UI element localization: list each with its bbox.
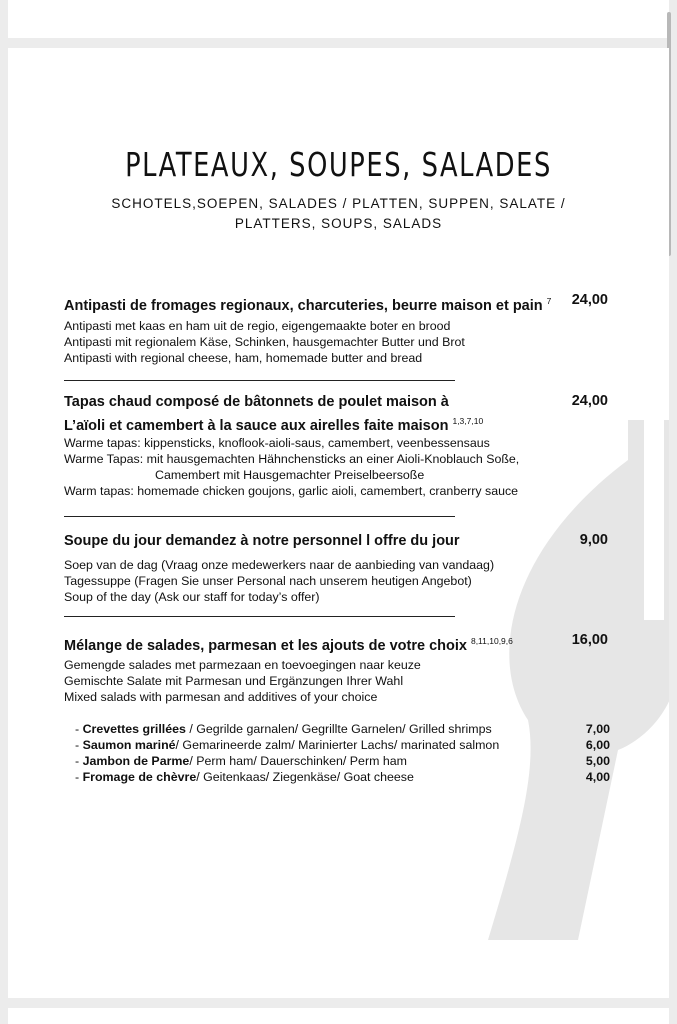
extra-price: 7,00 (585, 722, 610, 736)
item-title-text: Mélange de salades, parmesan et les ajouts de votre choix (64, 637, 467, 654)
description-line: Mixed salads with parmesan and additives of your choice (64, 690, 378, 704)
item-title-text: Soupe du jour demandez à notre personnel l offre du jour (64, 533, 460, 549)
extra-item: - Crevettes grillées / Gegrilde garnalen/ Gegrillte Garnelen/ Grilled shrimps 7,00 (75, 722, 610, 736)
description-line: Soep van de dag (Vraag onze medewerkers naar de aanbieding van vandaag) (64, 558, 495, 572)
menu-item-title (64, 532, 460, 551)
allergen-codes: 8,11,10,9,6 (470, 636, 513, 646)
divider (64, 516, 455, 517)
extra-name: Crevettes grillées (82, 722, 186, 736)
divider (64, 380, 455, 381)
menu-item-title (64, 632, 513, 656)
allergen-codes: 1,3,7,10 (452, 416, 484, 426)
description-line: Antipasti with regional cheese, ham, homemade butter and bread (64, 351, 423, 365)
page-subtitle (8, 194, 669, 234)
description-line: Gemengde salades met parmezaan en toevoegingen naar keuze (64, 658, 421, 672)
allergen-codes: 7 (546, 296, 552, 306)
extra-price: 4,00 (585, 770, 610, 784)
description-line: Antipasti mit regionalem Käse, Schinken, hausgemachter Butter und Brot (64, 335, 465, 349)
menu-item-title (64, 393, 483, 436)
menu-item-description (64, 557, 494, 605)
item-title-text: Tapas chaud composé de bâtonnets de poulet maison à (64, 394, 449, 410)
description-line: Gemischte Salate mit Parmesan und Ergänzungen Ihrer Wahl (64, 674, 404, 688)
extra-price: 5,00 (585, 754, 610, 768)
menu-item-price: 16,00 (571, 632, 608, 648)
item-title-text: Antipasti de fromages regionaux, charcuteries, beurre maison et pain (64, 297, 543, 314)
extra-name: Jambon de Parme (82, 754, 190, 768)
subtitle-line: PLATTERS, SOUPS, SALADS (234, 216, 443, 231)
extra-item: - Saumon mariné/ Gemarineerde zalm/ Marinierter Lachs/ marinated salmon 6,00 (75, 738, 610, 752)
menu-item-description (64, 318, 465, 366)
extra-translations: / Gegrilde garnalen/ Gegrillte Garnelen/ Grilled shrimps (185, 722, 492, 736)
menu-item-title (64, 292, 551, 316)
menu-item-description (64, 435, 519, 499)
extra-translations: / Perm ham/ Dauerschinken/ Perm ham (189, 754, 407, 768)
description-line: Warme Tapas: mit hausgemachten Hähnchensticks an einer Aioli-Knoblauch Soße, (64, 452, 520, 466)
page-title: PLATEAUX, SOUPES, SALADES (125, 145, 552, 184)
description-line: Soup of the day (Ask our staff for today’s offer) (64, 590, 320, 604)
extras-list (75, 721, 610, 785)
subtitle-line: SCHOTELS,SOEPEN, SALADES / PLATTEN, SUPPEN, SALATE / (111, 196, 566, 211)
description-line: Tagessuppe (Fragen Sie unser Personal nach unserem heutigen Angebot) (64, 574, 472, 588)
extra-price: 6,00 (585, 738, 610, 752)
menu-item-price: 24,00 (571, 393, 608, 409)
description-line: Camembert mit Hausgemachter Preiselbeersoße (155, 468, 425, 482)
menu-item-price: 24,00 (571, 292, 608, 308)
menu-page (8, 48, 669, 998)
menu-item-description (64, 657, 421, 705)
divider (64, 616, 455, 617)
description-line: Warm tapas: homemade chicken goujons, garlic aioli, camembert, cranberry sauce (64, 484, 519, 498)
next-page-edge (8, 1008, 669, 1024)
extra-translations: / Gemarineerde zalm/ Marinierter Lachs/ marinated salmon (175, 738, 500, 752)
extra-translations: / Geitenkaas/ Ziegenkäse/ Goat cheese (196, 770, 414, 784)
extra-name: Saumon mariné (82, 738, 176, 752)
previous-page-edge (8, 0, 669, 38)
extra-item: - Fromage de chèvre/ Geitenkaas/ Ziegenkäse/ Goat cheese 4,00 (75, 770, 610, 784)
extra-item: - Jambon de Parme/ Perm ham/ Dauerschinken/ Perm ham 5,00 (75, 754, 610, 768)
description-line: Antipasti met kaas en ham uit de regio, eigengemaakte boter en brood (64, 319, 451, 333)
menu-item-price: 9,00 (579, 532, 608, 548)
extra-name: Fromage de chèvre (82, 770, 197, 784)
description-line: Warme tapas: kippensticks, knoflook-aioli-saus, camembert, veenbessensaus (64, 436, 490, 450)
item-title-text: L’aïoli et camembert à la sauce aux airelles faite maison (64, 417, 449, 434)
